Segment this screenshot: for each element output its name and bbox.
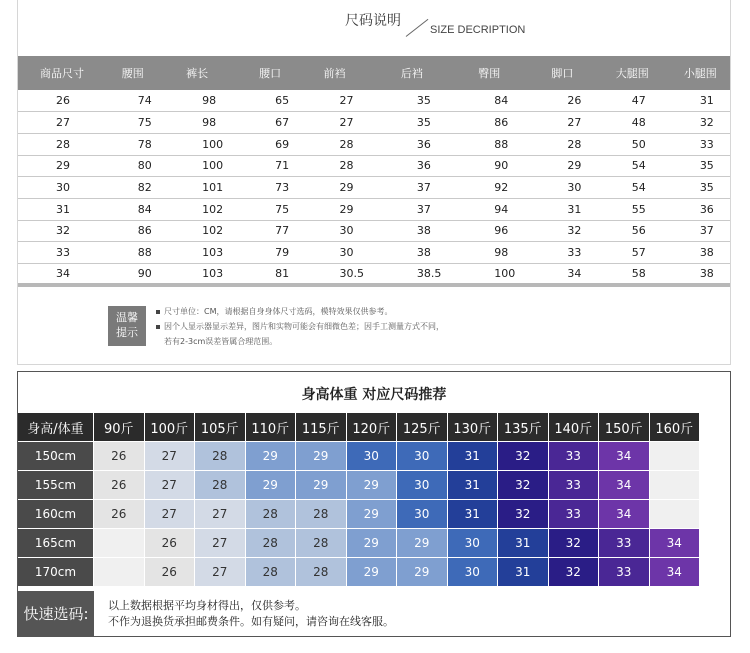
- size-cell: 90: [456, 155, 529, 177]
- height-label: 155cm: [18, 471, 94, 500]
- size-recommend-cell: 31: [498, 529, 549, 558]
- table-row: [18, 264, 730, 286]
- size-description-section: [17, 0, 731, 365]
- size-cell: 37: [379, 198, 456, 220]
- size-cell: 103: [164, 264, 237, 286]
- size-recommend-cell: 33: [599, 558, 650, 587]
- size-recommend-cell: 31: [448, 471, 499, 500]
- size-recommend-cell: 31: [448, 442, 499, 471]
- size-cell: 69: [237, 133, 301, 155]
- size-cell: 31: [529, 198, 593, 220]
- weight-header: 120斤: [347, 413, 398, 442]
- size-cell: 48: [594, 112, 662, 134]
- size-cell: 102: [164, 198, 237, 220]
- quick-select-label: 快速选码:: [18, 591, 94, 636]
- size-cell: 92: [456, 177, 529, 199]
- size-cell: 28: [302, 133, 379, 155]
- tip-item: 尺寸单位：CM，请根据自身身体尺寸选码，模特效果仅供参考。: [156, 304, 444, 319]
- size-recommend-cell: 27: [195, 529, 246, 558]
- size-recommend-cell: 29: [347, 558, 398, 587]
- tips-list: [156, 304, 444, 349]
- size-cell: 33: [662, 133, 730, 155]
- table-row: [18, 198, 730, 220]
- weight-header: 105斤: [195, 413, 246, 442]
- size-cell: 30.5: [302, 264, 379, 286]
- size-cell: 74: [100, 90, 164, 112]
- size-recommend-cell: 27: [145, 471, 196, 500]
- size-cell: 30: [302, 220, 379, 242]
- size-cell: 58: [594, 264, 662, 286]
- size-recommend-cell: 32: [498, 442, 549, 471]
- size-cell: 67: [237, 112, 301, 134]
- note-line: 以上数据根据平均身材得出，仅供参考。: [108, 599, 306, 612]
- size-cell: 27: [529, 112, 593, 134]
- size-recommend-cell: [650, 500, 701, 529]
- size-cell: 32: [529, 220, 593, 242]
- size-cell: 86: [100, 220, 164, 242]
- size-cell: 54: [594, 155, 662, 177]
- weight-header: 110斤: [246, 413, 297, 442]
- size-cell: 34: [529, 264, 593, 286]
- size-cell: 35: [379, 90, 456, 112]
- size-cell: 30: [18, 177, 100, 199]
- size-col-header: 前裆: [302, 56, 379, 90]
- size-cell: 47: [594, 90, 662, 112]
- size-recommend-cell: 33: [549, 471, 600, 500]
- size-title-cn: 尺码说明: [345, 13, 401, 29]
- size-cell: 90: [100, 264, 164, 286]
- size-cell: 75: [100, 112, 164, 134]
- size-cell: 94: [456, 198, 529, 220]
- size-recommend-cell: 29: [246, 471, 297, 500]
- size-cell: 98: [456, 242, 529, 264]
- size-table-header: [18, 56, 730, 90]
- size-col-header: 脚口: [529, 56, 593, 90]
- size-cell: 34: [18, 264, 100, 286]
- size-recommend-cell: 29: [246, 442, 297, 471]
- size-cell: 88: [100, 242, 164, 264]
- size-recommend-cell: 28: [296, 558, 347, 587]
- size-cell: 35: [379, 112, 456, 134]
- grid-row: [18, 442, 700, 471]
- size-col-header: 腰围: [100, 56, 164, 90]
- size-recommend-cell: 27: [195, 500, 246, 529]
- size-cell: 50: [594, 133, 662, 155]
- height-label: 165cm: [18, 529, 94, 558]
- grid-row: [18, 471, 700, 500]
- size-cell: 57: [594, 242, 662, 264]
- size-cell: 37: [379, 177, 456, 199]
- size-cell: 29: [18, 155, 100, 177]
- size-cell: 100: [164, 155, 237, 177]
- size-recommend-cell: 29: [296, 442, 347, 471]
- tip-item: 若有2-3cm误差皆属合理范围。: [164, 337, 278, 346]
- size-col-header: 小腿围: [662, 56, 730, 90]
- table-row: [18, 177, 730, 199]
- size-cell: 27: [302, 112, 379, 134]
- size-col-header: 大腿围: [594, 56, 662, 90]
- size-recommend-cell: 28: [296, 529, 347, 558]
- size-recommend-cell: [650, 471, 701, 500]
- size-cell: 78: [100, 133, 164, 155]
- size-col-header: 腰口: [237, 56, 301, 90]
- grid-corner-label: 身高/体重: [18, 413, 94, 442]
- size-recommend-cell: 31: [498, 558, 549, 587]
- table-row: [18, 242, 730, 264]
- size-cell: 38: [662, 264, 730, 286]
- size-cell: 84: [456, 90, 529, 112]
- size-cell: 98: [164, 90, 237, 112]
- table-row: [18, 220, 730, 242]
- size-cell: 36: [379, 133, 456, 155]
- size-cell: 54: [594, 177, 662, 199]
- size-cell: 79: [237, 242, 301, 264]
- size-cell: 31: [662, 90, 730, 112]
- size-cell: 88: [456, 133, 529, 155]
- size-cell: 31: [18, 198, 100, 220]
- size-recommend-cell: 27: [145, 442, 196, 471]
- size-cell: 82: [100, 177, 164, 199]
- height-label: 170cm: [18, 558, 94, 587]
- size-recommend-cell: 26: [145, 529, 196, 558]
- size-recommend-cell: 29: [347, 471, 398, 500]
- recommend-title: 身高体重 对应尺码推荐: [301, 387, 447, 403]
- height-label: 160cm: [18, 500, 94, 529]
- size-recommend-cell: 34: [650, 529, 701, 558]
- size-recommend-cell: 27: [145, 500, 196, 529]
- size-recommend-cell: 30: [448, 529, 499, 558]
- table-row: [18, 90, 730, 112]
- size-recommend-cell: 34: [599, 500, 650, 529]
- size-cell: 71: [237, 155, 301, 177]
- weight-header: 125斤: [397, 413, 448, 442]
- size-recommend-cell: 28: [296, 500, 347, 529]
- size-cell: 75: [237, 198, 301, 220]
- tip-label-1: 温馨: [116, 311, 138, 324]
- size-recommend-cell: 30: [397, 442, 448, 471]
- weight-header: 135斤: [498, 413, 549, 442]
- size-cell: 33: [529, 242, 593, 264]
- size-cell: 84: [100, 198, 164, 220]
- size-cell: 29: [302, 177, 379, 199]
- size-cell: 27: [302, 90, 379, 112]
- size-recommend-cell: 30: [347, 442, 398, 471]
- quick-select-footer: [18, 591, 730, 636]
- grid-row: [18, 500, 700, 529]
- size-cell: 100: [456, 264, 529, 286]
- size-cell: 26: [529, 90, 593, 112]
- size-cell: 35: [662, 155, 730, 177]
- weight-header: 130斤: [448, 413, 499, 442]
- weight-header: 100斤: [145, 413, 196, 442]
- table-row: [18, 133, 730, 155]
- size-recommend-cell: 30: [448, 558, 499, 587]
- tip-badge: [108, 306, 146, 346]
- size-cell: 96: [456, 220, 529, 242]
- note-line: 不作为退换货承担邮费条件。如有疑问，请咨询在线客服。: [108, 615, 394, 628]
- size-cell: 29: [302, 198, 379, 220]
- size-recommend-cell: 28: [246, 500, 297, 529]
- weight-header: 140斤: [549, 413, 600, 442]
- size-recommend-cell: 28: [195, 442, 246, 471]
- size-cell: 80: [100, 155, 164, 177]
- size-col-header: 裤长: [164, 56, 237, 90]
- size-cell: 38: [662, 242, 730, 264]
- size-recommend-cell: 26: [94, 442, 145, 471]
- size-col-header: 臀围: [456, 56, 529, 90]
- size-cell: 37: [662, 220, 730, 242]
- table-row: [18, 155, 730, 177]
- size-cell: 26: [18, 90, 100, 112]
- size-recommend-cell: 31: [448, 500, 499, 529]
- size-recommend-cell: [650, 442, 701, 471]
- quick-select-notes: [108, 598, 394, 630]
- size-cell: 56: [594, 220, 662, 242]
- size-cell: 32: [662, 112, 730, 134]
- size-cell: 103: [164, 242, 237, 264]
- size-col-header: 商品尺寸: [18, 56, 100, 90]
- size-recommend-cell: 29: [296, 471, 347, 500]
- size-recommend-cell: 27: [195, 558, 246, 587]
- size-cell: 38: [379, 220, 456, 242]
- size-cell: 38: [379, 242, 456, 264]
- size-recommend-cell: 34: [599, 442, 650, 471]
- size-recommend-cell: 32: [498, 471, 549, 500]
- size-cell: 81: [237, 264, 301, 286]
- size-cell: 100: [164, 133, 237, 155]
- size-recommend-cell: 34: [650, 558, 701, 587]
- size-cell: 32: [18, 220, 100, 242]
- size-table: [18, 56, 730, 287]
- tip-item: 因个人显示器显示差异，图片和实物可能会有细微色差；因手工测量方式不同，: [156, 319, 444, 334]
- grid-row: [18, 529, 700, 558]
- size-cell: 33: [18, 242, 100, 264]
- size-recommend-section: [17, 371, 731, 637]
- size-cell: 36: [662, 198, 730, 220]
- size-cell: 98: [164, 112, 237, 134]
- size-cell: 28: [302, 155, 379, 177]
- grid-header-row: [18, 413, 700, 442]
- size-recommend-cell: 29: [397, 558, 448, 587]
- size-cell: 38.5: [379, 264, 456, 286]
- size-recommend-cell: 30: [397, 471, 448, 500]
- recommend-grid: [18, 413, 700, 587]
- weight-header: 150斤: [599, 413, 650, 442]
- size-cell: 28: [18, 133, 100, 155]
- size-cell: 101: [164, 177, 237, 199]
- size-cell: 102: [164, 220, 237, 242]
- size-recommend-cell: 29: [397, 529, 448, 558]
- size-recommend-cell: 26: [145, 558, 196, 587]
- size-recommend-cell: 32: [549, 558, 600, 587]
- tip-label-2: 提示: [116, 326, 138, 339]
- size-cell: 36: [379, 155, 456, 177]
- size-recommend-cell: 28: [246, 558, 297, 587]
- size-cell: 35: [662, 177, 730, 199]
- grid-row: [18, 558, 700, 587]
- weight-header: 115斤: [296, 413, 347, 442]
- size-recommend-cell: 34: [599, 471, 650, 500]
- height-label: 150cm: [18, 442, 94, 471]
- size-cell: 86: [456, 112, 529, 134]
- size-recommend-cell: 33: [599, 529, 650, 558]
- size-recommend-cell: 32: [549, 529, 600, 558]
- size-cell: 77: [237, 220, 301, 242]
- size-recommend-cell: 30: [397, 500, 448, 529]
- size-recommend-cell: 33: [549, 500, 600, 529]
- weight-header: 160斤: [650, 413, 701, 442]
- size-cell: 30: [529, 177, 593, 199]
- size-recommend-cell: 28: [246, 529, 297, 558]
- table-row: [18, 112, 730, 134]
- size-cell: 65: [237, 90, 301, 112]
- size-recommend-cell: 33: [549, 442, 600, 471]
- size-recommend-cell: 26: [94, 471, 145, 500]
- size-cell: 30: [302, 242, 379, 264]
- size-recommend-cell: [94, 558, 145, 587]
- size-col-header: 后裆: [379, 56, 456, 90]
- weight-header: 90斤: [94, 413, 145, 442]
- size-recommend-cell: [94, 529, 145, 558]
- size-recommend-cell: 29: [347, 500, 398, 529]
- size-cell: 27: [18, 112, 100, 134]
- size-recommend-cell: 28: [195, 471, 246, 500]
- size-recommend-cell: 32: [498, 500, 549, 529]
- size-cell: 28: [529, 133, 593, 155]
- size-cell: 29: [529, 155, 593, 177]
- title-divider: [406, 19, 429, 37]
- size-cell: 73: [237, 177, 301, 199]
- size-recommend-cell: 29: [347, 529, 398, 558]
- bullet-icon: [156, 325, 160, 329]
- bullet-icon: [156, 310, 160, 314]
- size-title-en: SIZE DECRIPTION: [430, 24, 526, 36]
- size-cell: 55: [594, 198, 662, 220]
- size-recommend-cell: 26: [94, 500, 145, 529]
